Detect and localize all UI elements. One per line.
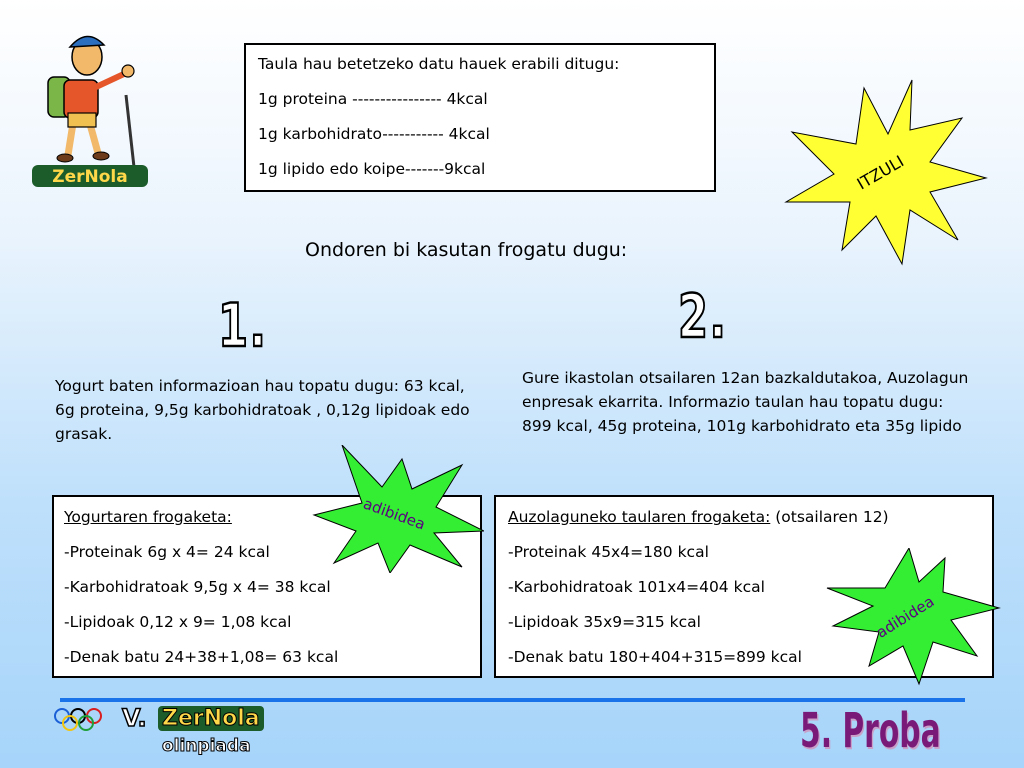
protein-kcal-line: 1g proteina ---------------- 4kcal <box>258 90 488 108</box>
lipid-kcal-line: 1g lipido edo koipe-------9kcal <box>258 160 486 178</box>
case-2-number: 2. <box>678 282 728 352</box>
footer-divider <box>60 698 965 702</box>
itzuli-label: ITZULI <box>853 151 908 194</box>
carbohydrate-kcal-line: 1g karbohidrato----------- 4kcal <box>258 125 490 143</box>
proba-title: 5. Proba <box>800 703 941 759</box>
case-1-description: Yogurt baten informazioan hau topatu dugu: 63 kcal, 6g proteina, 9,5g karbohidratoak , 0,12g lipidoak edo grasak. <box>55 377 470 443</box>
adibidea-star-1[interactable] <box>312 445 484 573</box>
yogurt-verification-title: Yogurtaren frogaketa: <box>64 508 232 526</box>
yogurt-lipid-line: -Lipidoak 0,12 x 9= 1,08 kcal <box>64 613 292 631</box>
zernola-mascot-logo <box>30 25 150 190</box>
logo-prefix: V. <box>122 704 147 732</box>
svg-text:ZerNola: ZerNola <box>52 167 128 187</box>
zernola-olinpiada-logo <box>122 704 282 764</box>
auzolagun-verification-date: (otsailaren 12) <box>770 508 889 526</box>
auzolagun-protein-line: -Proteinak 45x4=180 kcal <box>508 543 709 561</box>
intro-text: Ondoren bi kasutan frogatu dugu: <box>305 239 628 261</box>
adibidea-star-2[interactable] <box>823 548 1001 686</box>
logo-sub: olinpiada <box>162 736 251 756</box>
olympic-rings-icon <box>52 706 104 738</box>
adibidea-star-1-label: adibidea <box>360 494 428 534</box>
yogurt-protein-line: -Proteinak 6g x 4= 24 kcal <box>64 543 270 561</box>
nutrition-data-box <box>244 43 716 192</box>
logo-brand: ZerNola <box>158 706 264 731</box>
yogurt-total-line: -Denak batu 24+38+1,08= 63 kcal <box>64 648 339 666</box>
yogurt-carbohydrate-line: -Karbohidratoak 9,5g x 4= 38 kcal <box>64 578 331 596</box>
auzolagun-carbohydrate-line: -Karbohidratoak 101x4=404 kcal <box>508 578 765 596</box>
itzuli-button[interactable] <box>780 78 990 268</box>
auzolagun-lipid-line: -Lipidoak 35x9=315 kcal <box>508 613 701 631</box>
case-1-number: 1. <box>218 291 268 361</box>
auzolagun-total-line: -Denak batu 180+404+315=899 kcal <box>508 648 802 666</box>
case-2-description: Gure ikastolan otsailaren 12an bazkaldutakoa, Auzolagun enpresak ekarrita. Informazio taulan hau topatu dugu: 899 kcal, 45g proteina, 101g karbohidrato eta 35g lipido <box>522 369 969 435</box>
nutrition-data-title: Taula hau betetzeko datu hauek erabili ditugu: <box>258 55 620 73</box>
auzolagun-verification-title: Auzolaguneko taularen frogaketa: <box>508 508 771 526</box>
adibidea-star-2-label: adibidea <box>873 592 938 642</box>
